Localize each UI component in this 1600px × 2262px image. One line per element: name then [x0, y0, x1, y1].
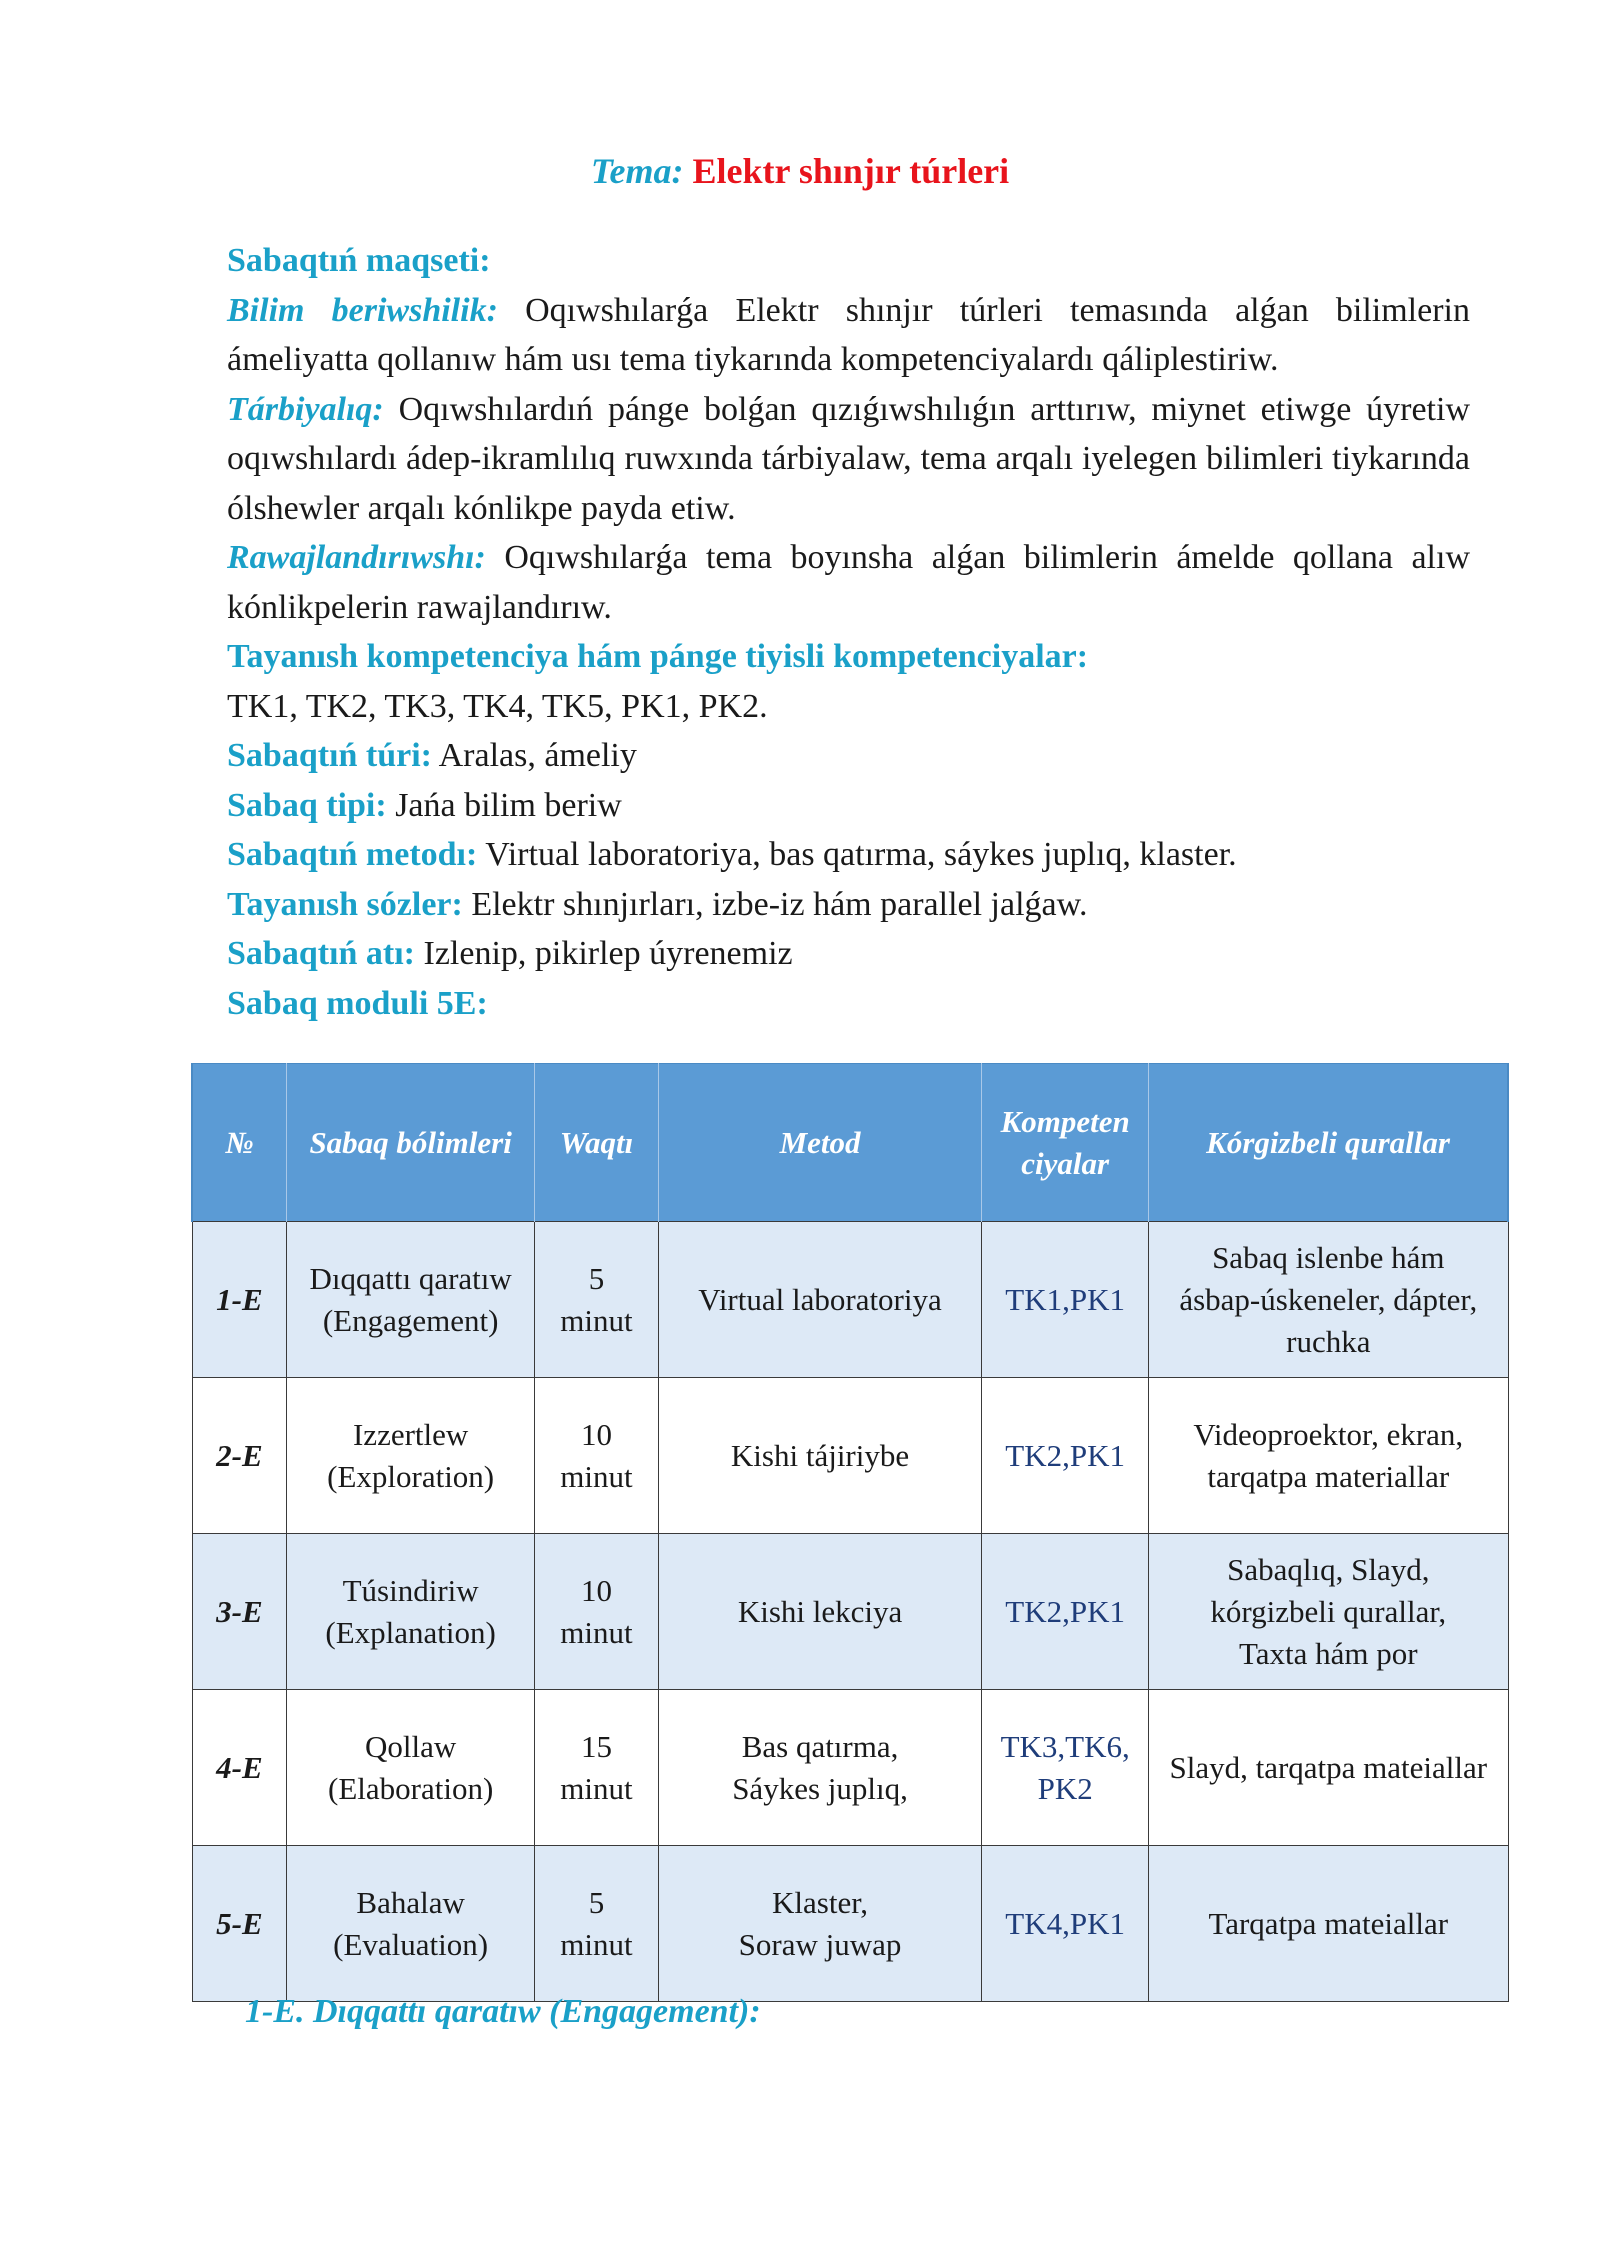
lesson-plan-table: [191, 1063, 1509, 2002]
module-heading: Sabaq moduli 5E:: [227, 984, 488, 1022]
row-method: Virtual laboratoriya: [658, 1222, 981, 1378]
title-text: Elektr shınjır túrleri: [692, 151, 1010, 191]
lesson-method-value: Virtual laboratoriya, bas qatırma, sáykes juplıq, klaster.: [485, 836, 1237, 873]
lesson-name-line: [227, 929, 1470, 979]
competencies-list: TK1, TK2, TK3, TK4, TK5, PK1, PK2.: [227, 687, 768, 725]
table-row: [192, 1378, 1508, 1534]
development-objective: [227, 533, 1470, 632]
table-header-row: [192, 1064, 1508, 1222]
row-number: 5-E: [192, 1846, 287, 2002]
development-text: Oqıwshılarǵa tema boyınsha alǵan bilimlerin ámelde qollana alıw kónlikpelerin rawajlandırıw.: [227, 539, 1470, 626]
row-number: 4-E: [192, 1690, 287, 1846]
table-row: [192, 1534, 1508, 1690]
development-label: Rawajlandırıwshı:: [227, 539, 486, 576]
header-method: Metod: [658, 1064, 981, 1222]
education-text: Oqıwshılarǵa Elektr shınjır túrleri temasında alǵan bilimlerin ámeliyatta qollanıw hám usı tema tiykarında kompetenciyalardı qáliplestiriw.: [227, 291, 1470, 378]
row-stage: Izzertlew (Exploration): [287, 1378, 535, 1534]
upbringing-objective: [227, 385, 1470, 534]
row-method: Kishi tájiriybe: [658, 1378, 981, 1534]
row-number: 1-E: [192, 1222, 287, 1378]
objectives-heading: Sabaqtıń maqseti:: [227, 242, 491, 279]
lesson-method-line: [227, 830, 1470, 880]
lesson-type-value: Aralas, ámeliy: [438, 737, 637, 774]
row-time: 5 minut: [535, 1846, 659, 2002]
lesson-kind-line: [227, 781, 1470, 831]
header-comp-line2: ciyalar: [1021, 1145, 1110, 1181]
row-stage: Dıqqattı qaratıw (Engagement): [287, 1222, 535, 1378]
row-tools: Slayd, tarqatpa mateiallar: [1149, 1690, 1508, 1846]
upbringing-text: Oqıwshılardıń pánge bolǵan qızıǵıwshılıǵın arttırıw, miynet etiwge úyretiw oqıwshılardı ádep-ikramlılıq ruwxında tárbiyalaw, tema arqalı iyelegen bilimleri tiykarında ólshewler arqalı kónlikpe payda etiw.: [227, 390, 1470, 527]
lesson-name-label: Sabaqtıń atı:: [227, 935, 415, 972]
header-competencies: [982, 1064, 1149, 1222]
lesson-type-line: [227, 731, 1470, 781]
competencies-heading: Tayanısh kompetenciya hám pánge tiyisli kompetenciyalar:: [227, 638, 1089, 675]
row-tools: Tarqatpa mateiallar: [1149, 1846, 1508, 2002]
row-competencies: TK4,PK1: [982, 1846, 1149, 2002]
table-row: [192, 1846, 1508, 2002]
row-number: 3-E: [192, 1534, 287, 1690]
title-label: Tema:: [590, 151, 684, 191]
row-time: 15 minut: [535, 1690, 659, 1846]
upbringing-label: Tárbiyalıq:: [227, 390, 384, 428]
row-competencies: TK1,PK1: [982, 1222, 1149, 1378]
section-heading-engagement: 1-E. Dıqqattı qaratıw (Engagement):: [245, 1993, 761, 2030]
row-competencies: TK3,TK6, PK2: [982, 1690, 1149, 1846]
lesson-kind-label: Sabaq tipi:: [227, 786, 387, 824]
lesson-name-value: Izlenip, pikirlep úyrenemiz: [423, 935, 793, 972]
page-title: [0, 150, 1600, 192]
row-competencies: TK2,PK1: [982, 1378, 1149, 1534]
header-time: Waqtı: [535, 1064, 659, 1222]
lesson-info: [227, 236, 1470, 1028]
row-stage: Túsindiriw (Explanation): [287, 1534, 535, 1690]
row-method: Kishi lekciya: [658, 1534, 981, 1690]
education-objective: [227, 286, 1470, 385]
row-tools: Videoproektor, ekran, tarqatpa materiallar: [1149, 1378, 1508, 1534]
education-label: Bilim beriwshilik:: [227, 291, 498, 329]
row-stage: Bahalaw (Evaluation): [287, 1846, 535, 2002]
row-competencies: TK2,PK1: [982, 1534, 1149, 1690]
row-tools: Sabaq islenbe hám ásbap-úskeneler, dápter, ruchka: [1149, 1222, 1508, 1378]
table-row: [192, 1222, 1508, 1378]
keywords-line: [227, 880, 1470, 930]
keywords-value: Elektr shınjırları, izbe-iz hám parallel jalǵaw.: [471, 885, 1088, 923]
header-tools: Kórgizbeli qurallar: [1149, 1064, 1508, 1222]
row-tools: Sabaqlıq, Slayd, kórgizbeli qurallar, Taxta hám por: [1149, 1534, 1508, 1690]
row-time: 5 minut: [535, 1222, 659, 1378]
lesson-type-label: Sabaqtıń túri:: [227, 737, 432, 774]
row-number: 2-E: [192, 1378, 287, 1534]
header-num: №: [192, 1064, 287, 1222]
table-row: [192, 1690, 1508, 1846]
lesson-method-label: Sabaqtıń metodı:: [227, 836, 478, 873]
keywords-label: Tayanısh sózler:: [227, 885, 463, 923]
row-method: Klaster, Soraw juwap: [658, 1846, 981, 2002]
row-time: 10 minut: [535, 1378, 659, 1534]
header-stage: Sabaq bólimleri: [287, 1064, 535, 1222]
lesson-kind-value: Jańa bilim beriw: [395, 786, 622, 824]
row-method: Bas qatırma, Sáykes juplıq,: [658, 1690, 981, 1846]
row-time: 10 minut: [535, 1534, 659, 1690]
row-stage: Qollaw (Elaboration): [287, 1690, 535, 1846]
header-comp-line1: Kompeten: [1000, 1103, 1130, 1139]
